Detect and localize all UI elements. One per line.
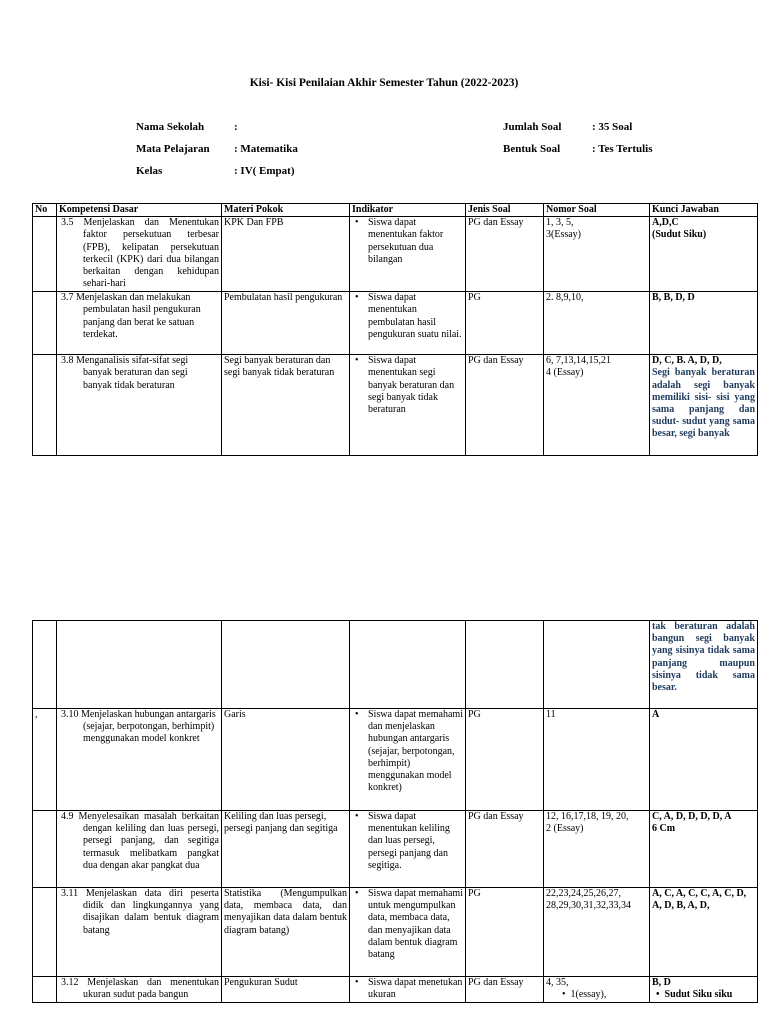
cell-no [33,811,57,888]
cell-no [33,292,57,355]
cell-materi: KPK Dan FPB [222,217,350,292]
kunci-line: A, C, A, C, C, A, C, D, A, D, B, A, D, [652,888,747,912]
cell-nomor [544,355,650,456]
cell-indikator: • Siswa dapat menentukan segi banyak beraturan dan segi banyak tidak beraturan [350,355,466,456]
cell-kompetensi: 3.12 Menjelaskan dan menentukan ukuran sudut pada bangun [57,977,222,1003]
kelas-value: : IV( Empat) [234,165,295,177]
kunci-line: A [652,709,660,720]
cell-no [33,355,57,456]
header-kunci: Kunci Jawaban [650,204,758,217]
nomor-line: 12, 16,17,18, 19, 20, [546,811,629,822]
table-row [33,888,758,977]
cell-no [33,888,57,977]
cell-nomor [544,811,650,888]
header-materi: Materi Pokok [222,204,350,217]
cell-kunci [650,811,758,888]
cell-nomor [544,888,650,977]
cell-indikator: • Siswa dapat memahami dan menjelaskan hubungan antargaris (sejajar, berpotongan, berhimpit) menggunakan model konkret) [350,709,466,811]
document-title: Kisi- Kisi Penilaian Akhir Semester Tahun (2022-2023) [249,77,519,89]
cell-materi: Keliling dan luas persegi, persegi panjang dan segitiga [222,811,350,888]
table-header-row [33,204,758,217]
cell-indikator: • Siswa dapat menentukan faktor persekutuan dua bilangan [350,217,466,292]
kunci-line: D, C, B. A, D, D, [652,355,722,367]
cell-materi: Pengukuran Sudut [222,977,350,1003]
header-indikator: Indikator [350,204,466,217]
kunci-line: B, B, D, D [652,292,695,304]
header-no: No [33,204,57,217]
cell-kunci [650,292,758,355]
table-row [33,292,758,355]
cell-indikator: • Siswa dapat menentukan keliling dan luas persegi, persegi panjang dan segitiga. [350,811,466,888]
cell-jenis: PG [466,709,544,811]
mata-pelajaran-label: Mata Pelajaran [136,143,210,155]
cell-kompetensi: 3.11 Menjelaskan data diri peserta didik dan lingkungannya yang disajikan dalam bentuk diagram batang [57,888,222,977]
table-row [33,811,758,888]
table-row [33,709,758,811]
nomor-line: 22,23,24,25,26,27, 28,29,30,31,32,33,34 [546,888,631,912]
cell-jenis: PG dan Essay [466,811,544,888]
cell-kunci [650,217,758,292]
kunci-line: B, D [652,977,671,988]
mata-pelajaran-value: : Matematika [234,143,298,155]
nomor-line: 11 [546,709,556,720]
kisi-table-page-2 [32,620,758,1003]
kunci-explanation: Segi banyak beraturan adalah segi banyak memiliki sisi- sisi yang sama panjang dan sudut- sudut yang sama besar, segi banyak [652,367,755,440]
cell-kompetensi: 3.7 Menjelaskan dan melakukan pembulatan hasil pengukuran panjang dan berat ke satuan terdekat. [57,292,222,355]
header-kompetensi: Kompetensi Dasar [57,204,222,217]
cell-kompetensi: 4.9 Menyelesaikan masalah berkaitan dengan keliling dan luas persegi, persegi panjang, dan segitiga termasuk melibatkam pangkat dua dengan akar pangkat dua [57,811,222,888]
cell-nomor [544,977,650,1003]
cell-materi: Statistika (Mengumpulkan data, membaca data, dan menyajikan data dalam bentuk diagram batang) [222,888,350,977]
cell-no [33,977,57,1003]
kelas-label: Kelas [136,165,163,177]
header-nomor: Nomor Soal [544,204,650,217]
cell-kompetensi: 3.5 Menjelaskan dan Menentukan faktor persekutuan terbesar (FPB), kelipatan persekutuan terkecil (KPK) dari dua bilangan berkaitan dengan kehidupan sehari-hari [57,217,222,292]
kunci-line: C, A, D, D, D, D, A [652,811,732,822]
cell-nomor [544,292,650,355]
nomor-line: • 1(essay), [546,989,647,1001]
jumlah-soal-label: Jumlah Soal [503,121,562,133]
table-row [33,217,758,292]
cell-kompetensi: 3.8 Menganalisis sifat-sifat segi banyak beraturan dan segi banyak tidak beraturan [57,355,222,456]
cell-indikator: • Siswa dapat menetukan ukuran [350,977,466,1003]
cell-jenis: PG dan Essay [466,217,544,292]
nomor-line: 4, 35, [546,977,569,988]
cell-kompetensi: 3.10 Menjelaskan hubungan antargaris (sejajar, berpotongan, berhimpit) menggunakan model konkret [57,709,222,811]
kunci-line: A,D,C [652,217,679,229]
cell-materi: Pembulatan hasil pengukuran [222,292,350,355]
cell-nomor [544,217,650,292]
nama-sekolah-label: Nama Sekolah [136,121,205,133]
nomor-line: 3(Essay) [546,229,581,241]
cell-materi: Garis [222,709,350,811]
cell-jenis: PG [466,888,544,977]
kunci-line: (Sudut Siku) [652,229,707,241]
cell-kunci [650,888,758,977]
kunci-line: • Sudut Siku siku [652,989,755,1001]
cell-indikator: • Siswa dapat menentukan pembulatan hasil pengukuran suatu nilai. [350,292,466,355]
kunci-explanation-continued: tak beraturan adalah bangun segi banyak yang sisinya tidak sama panjang maupun sisinya tidak sama besar. [650,621,758,709]
bentuk-soal-value: : Tes Tertulis [592,143,653,155]
cell-kunci [650,977,758,1003]
table-row [33,977,758,1003]
cell-jenis: PG dan Essay [466,977,544,1003]
kunci-line: 6 Cm [652,823,676,835]
nomor-line: 4 (Essay) [546,367,584,379]
cell-kunci [650,709,758,811]
bentuk-soal-label: Bentuk Soal [503,143,561,155]
nomor-line: 6, 7,13,14,15,21 [546,355,611,367]
cell-kunci [650,355,758,456]
cell-indikator: • Siswa dapat memahami untuk mengumpulkan data, membaca data, dan menyajikan data dalam bentuk diagram batang [350,888,466,977]
nama-sekolah-value: : [234,121,238,133]
cell-materi: Segi banyak beraturan dan segi banyak tidak beraturan [222,355,350,456]
cell-nomor [544,709,650,811]
table-row [33,355,758,456]
cell-jenis: PG [466,292,544,355]
cell-jenis: PG dan Essay [466,355,544,456]
jumlah-soal-value: : 35 Soal [592,121,633,133]
nomor-line: 2. 8,9,10, [546,292,584,304]
table-row-continued [33,621,758,709]
header-jenis: Jenis Soal [466,204,544,217]
cell-no: , [33,709,57,811]
nomor-line: 1, 3, 5, [546,217,574,229]
nomor-line: 2 (Essay) [546,823,584,835]
kisi-table-page-1 [32,203,758,456]
cell-no [33,217,57,292]
